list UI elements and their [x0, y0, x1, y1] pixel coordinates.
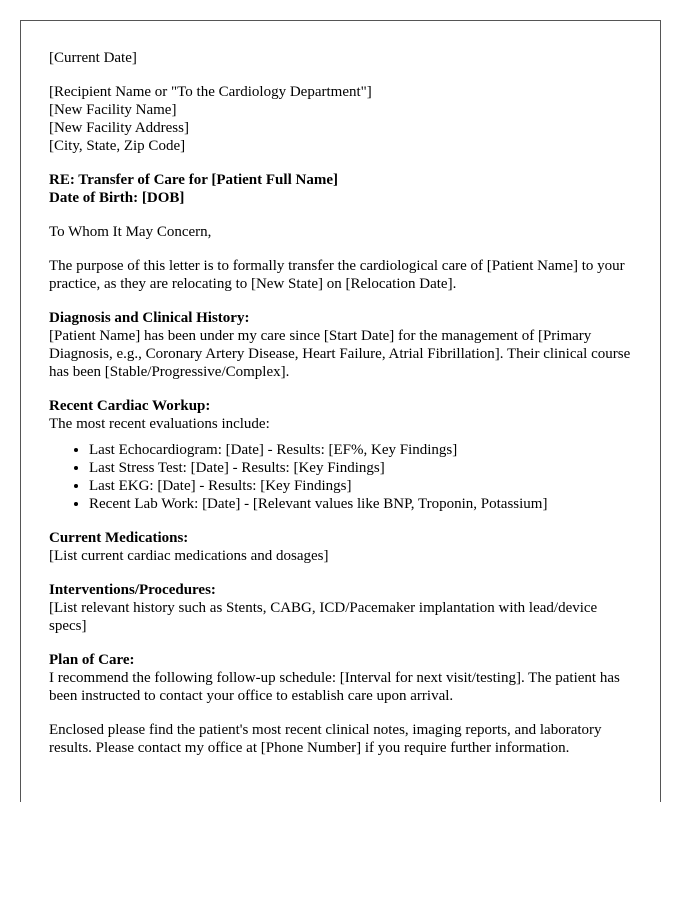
list-item: • Recent Lab Work: [Date] - [Relevant values like BNP, Troponin, Potassium]	[89, 495, 632, 513]
interventions-section	[49, 581, 632, 635]
recipient-name: [Recipient Name or "To the Cardiology Department"]	[49, 84, 372, 100]
closing-paragraph: Enclosed please find the patient's most recent clinical notes, imaging reports, and laboratory results. Please contact my office at [Phone Number] if you require further information.	[49, 722, 602, 756]
salutation: To Whom It May Concern,	[49, 224, 212, 240]
diagnosis-heading: Diagnosis and Clinical History:	[49, 310, 250, 326]
recipient-facility: [New Facility Name]	[49, 102, 177, 118]
interventions-text: [List relevant history such as Stents, CABG, ICD/Pacemaker implantation with lead/device specs]	[49, 600, 598, 634]
medications-heading: Current Medications:	[49, 530, 189, 546]
letter-page	[20, 20, 661, 802]
plan-section	[49, 651, 632, 705]
workup-text: The most recent evaluations include:	[49, 416, 270, 432]
workup-section	[49, 397, 632, 433]
recipient-block	[49, 83, 632, 155]
plan-text: I recommend the following follow-up schedule: [Interval for next visit/testing]. The patient has been instructed to contact your office to establish care upon arrival.	[49, 670, 620, 704]
workup-list	[49, 441, 632, 513]
list-item: • Last Stress Test: [Date] - Results: [Key Findings]	[89, 459, 632, 477]
medications-section	[49, 529, 632, 565]
intro-paragraph: The purpose of this letter is to formally transfer the cardiological care of [Patient Name] to your practice, as they are relocating to [New State] on [Relocation Date].	[49, 258, 625, 292]
re-dob: Date of Birth: [DOB]	[49, 190, 185, 206]
list-item: • Last Echocardiogram: [Date] - Results: [EF%, Key Findings]	[89, 441, 632, 459]
letter-date: [Current Date]	[49, 50, 137, 66]
diagnosis-section	[49, 309, 632, 381]
workup-heading: Recent Cardiac Workup:	[49, 398, 211, 414]
recipient-address: [New Facility Address]	[49, 120, 189, 136]
diagnosis-text: [Patient Name] has been under my care since [Start Date] for the management of [Primary Diagnosis, e.g., Coronary Artery Disease, Heart Failure, Atrial Fibrillation]. Their clinical course has been [Stable/Progressive/Complex].	[49, 328, 631, 380]
plan-heading: Plan of Care:	[49, 652, 135, 668]
recipient-city: [City, State, Zip Code]	[49, 138, 186, 154]
re-block	[49, 171, 632, 207]
interventions-heading: Interventions/Procedures:	[49, 582, 216, 598]
re-subject: RE: Transfer of Care for [Patient Full Name]	[49, 172, 338, 188]
list-item: • Last EKG: [Date] - Results: [Key Findings]	[89, 477, 632, 495]
medications-text: [List current cardiac medications and dosages]	[49, 548, 329, 564]
